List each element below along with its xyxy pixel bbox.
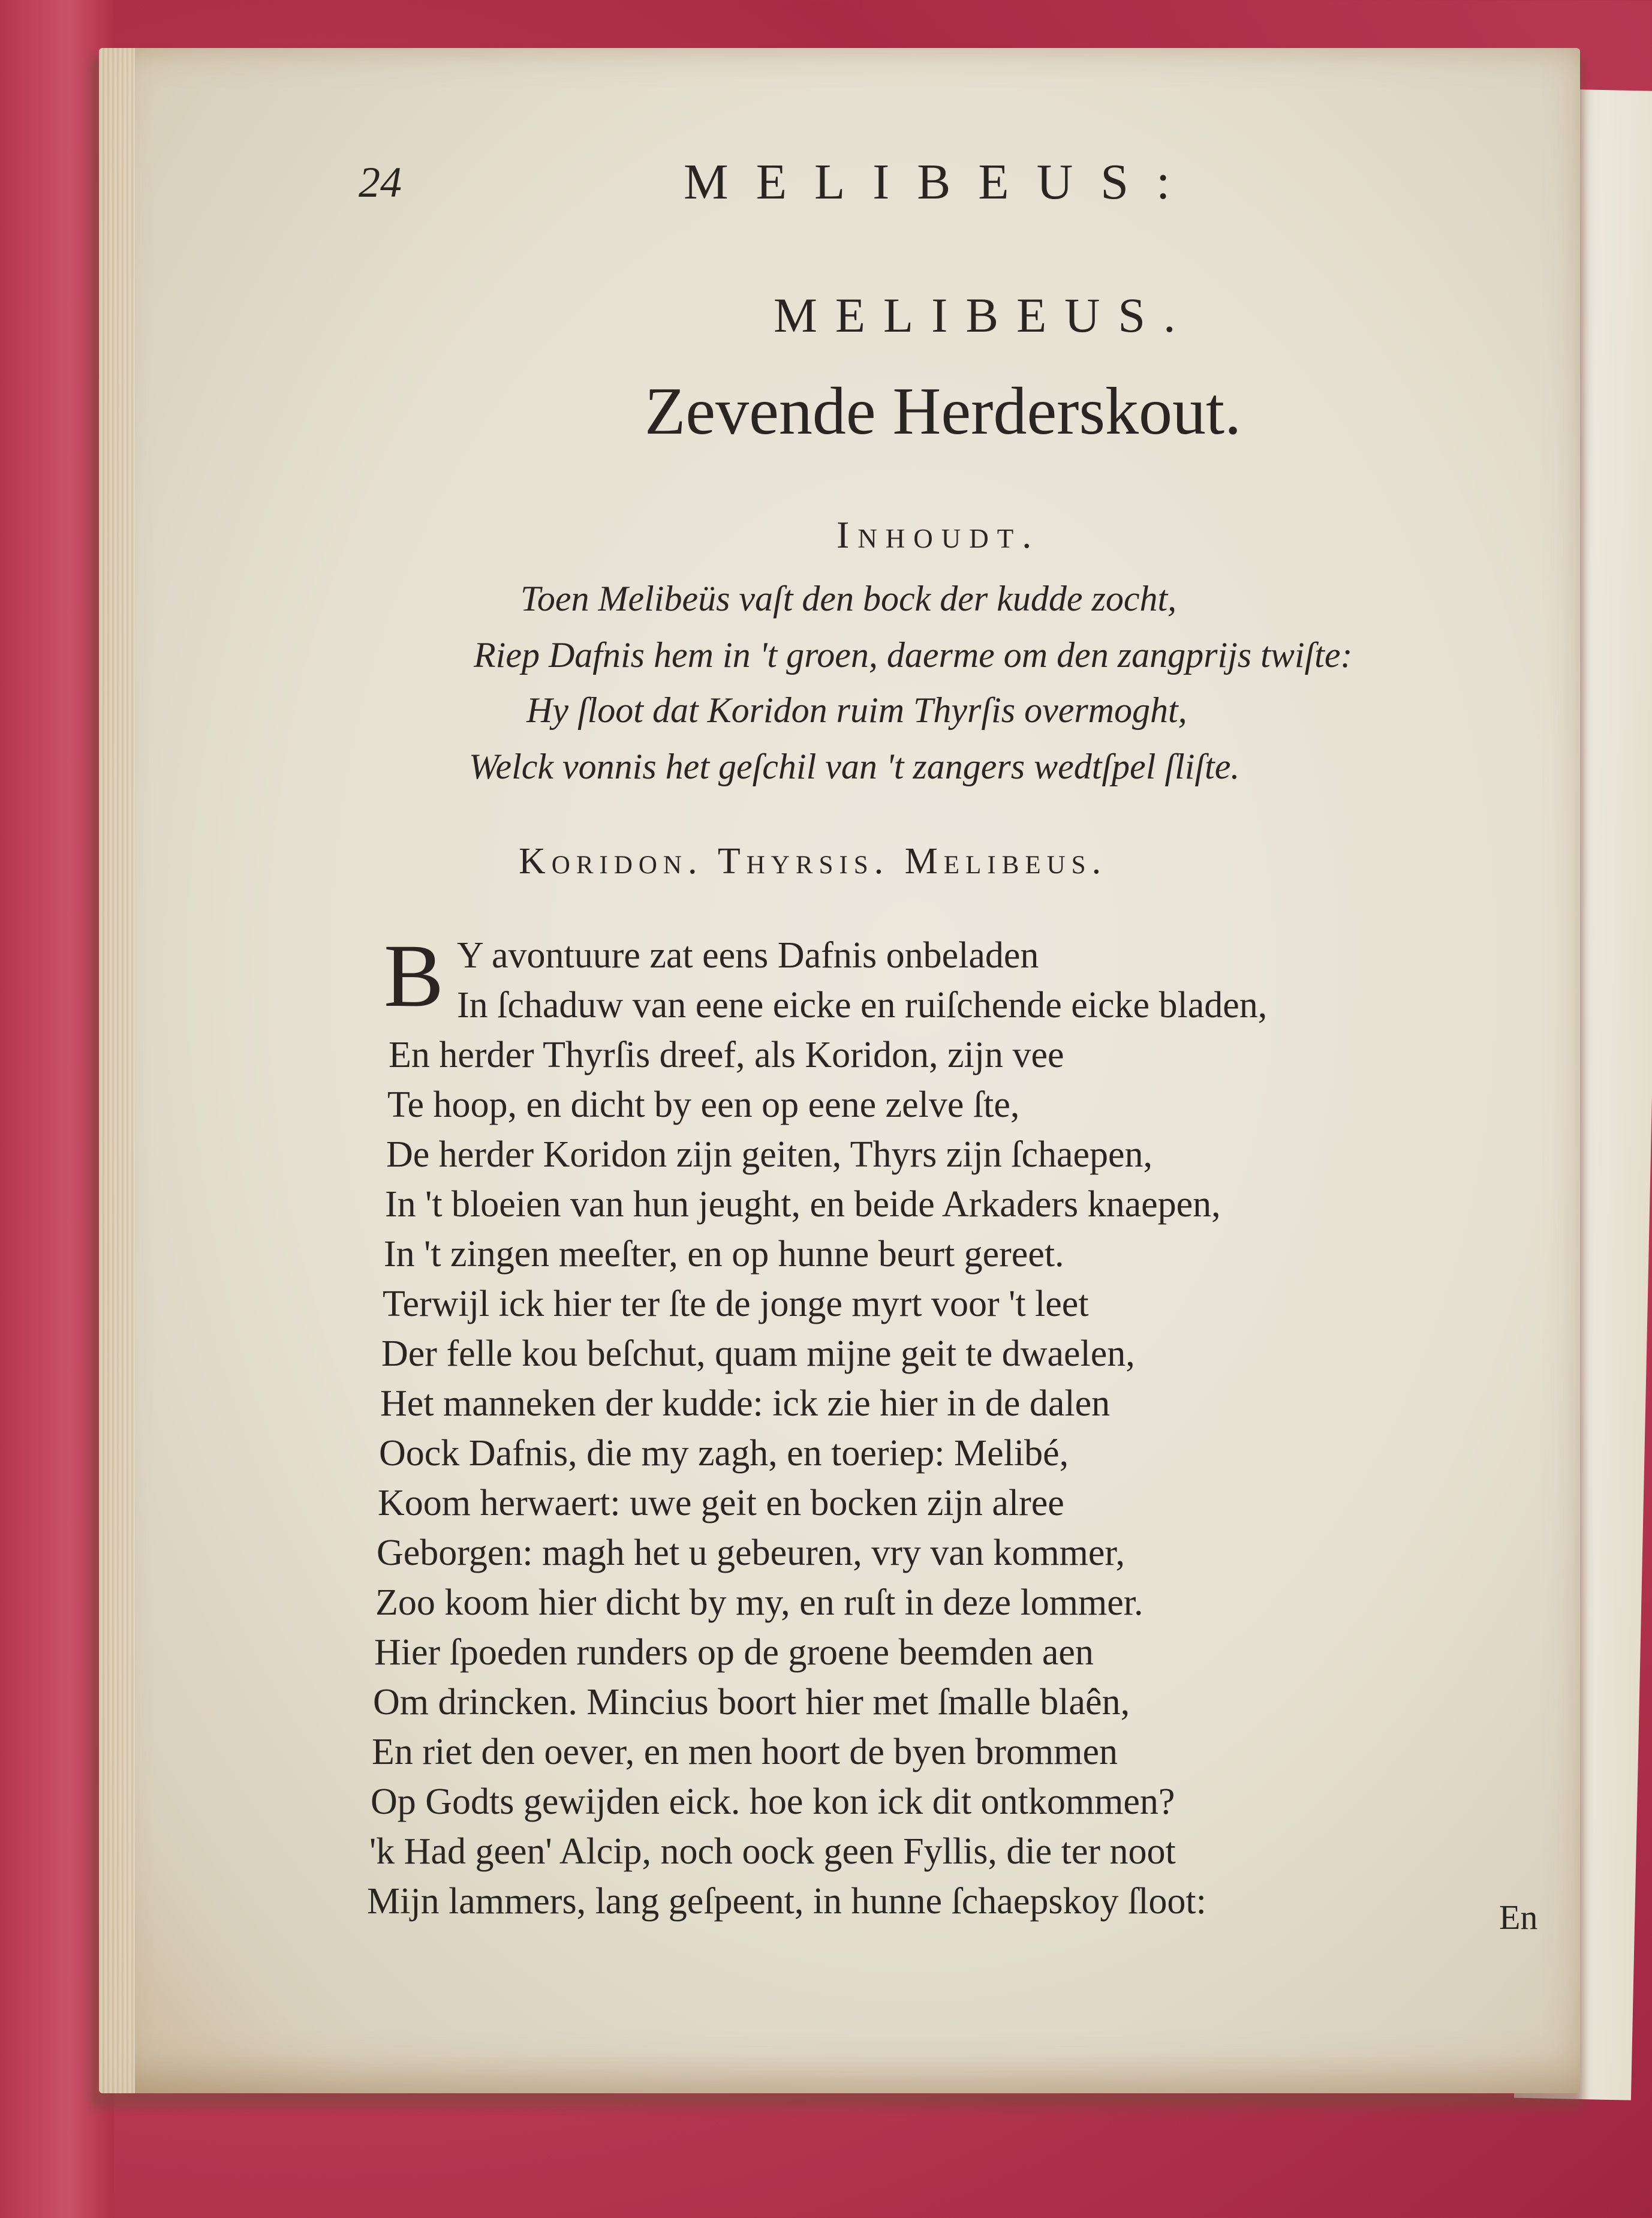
verse-line: Geborgen: magh het u gebeuren, vry van kommer, — [377, 1532, 1126, 1573]
argument-line: Hy ſloot dat Koridon ruim Thyrſis overmoght, — [526, 690, 1187, 730]
poem-subtitle: Zevende Herderskout. — [645, 374, 1242, 449]
speakers-heading: Koridon. Thyrsis. Melibeus. — [519, 841, 1108, 882]
poem-title: MELIBEUS. — [774, 288, 1194, 342]
verse-line: Om drincken. Mincius boort hier met ſmalle blaên, — [373, 1682, 1130, 1723]
argument-line: Welck vonnis het geſchil van 't zangers wedtſpel ſliſte. — [469, 747, 1240, 786]
verse-line: Hier ſpoeden runders op de groene beemden aen — [374, 1632, 1094, 1673]
verse-line: De herder Koridon zijn geiten, Thyrs zijn ſchaepen, — [386, 1134, 1153, 1175]
verse-line: In 't bloeien van hun jeught, en beide Arkaders knaepen, — [385, 1184, 1221, 1225]
argument-heading: Inhoudt. — [836, 513, 1040, 556]
verse-line: Zoo koom hier dicht by my, en ruſt in deze lommer. — [375, 1582, 1144, 1623]
verse-line: Het manneken der kudde: ick zie hier in de dalen — [380, 1383, 1111, 1424]
verse-line: Terwijl ick hier ter ſte de jonge myrt voor 't leet — [383, 1284, 1089, 1324]
catchword: En — [1499, 1898, 1538, 1937]
verse-line: Oock Dafnis, die my zagh, en toeriep: Melibé, — [379, 1433, 1069, 1474]
verse-line: Der felle kou beſchut, quam mijne geit te dwaelen, — [381, 1333, 1135, 1374]
verse-line: Koom herwaert: uwe geit en bocken zijn alree — [378, 1483, 1064, 1523]
verse-line: Op Godts gewijden eick. hoe kon ick dit ontkommen? — [371, 1781, 1175, 1822]
verse-line: Te hoop, en dicht by een op eene zelve ſte, — [387, 1084, 1020, 1125]
verse-line: In ſchaduw van eene eicke en ruiſchende eicke bladen, — [457, 985, 1268, 1026]
verse-line: 'k Had geen' Alcip, noch oock geen Fyllis, die ter noot — [369, 1831, 1176, 1872]
verse-line: Mijn lammers, lang geſpeent, in hunne ſchaepskoy ſloot: — [367, 1881, 1206, 1922]
verse-line: En riet den oever, en men hoort de byen brommen — [372, 1732, 1118, 1772]
drop-cap: B — [384, 926, 444, 1026]
running-head: MELIBEUS: — [684, 154, 1198, 210]
page-number: 24 — [359, 158, 402, 206]
argument-line: Riep Dafnis hem in 't groen, daerme om den zangprijs twiſte: — [474, 635, 1353, 675]
verse-line: In 't zingen meeſter, en op hunne beurt gereet. — [384, 1234, 1064, 1275]
verse-line: Y avontuure zat eens Dafnis onbeladen — [457, 935, 1039, 976]
verse-line: En herder Thyrſis dreef, als Koridon, zijn vee — [389, 1035, 1064, 1075]
argument-line: Toen Melibeüs vaſt den bock der kudde zocht, — [520, 579, 1177, 618]
